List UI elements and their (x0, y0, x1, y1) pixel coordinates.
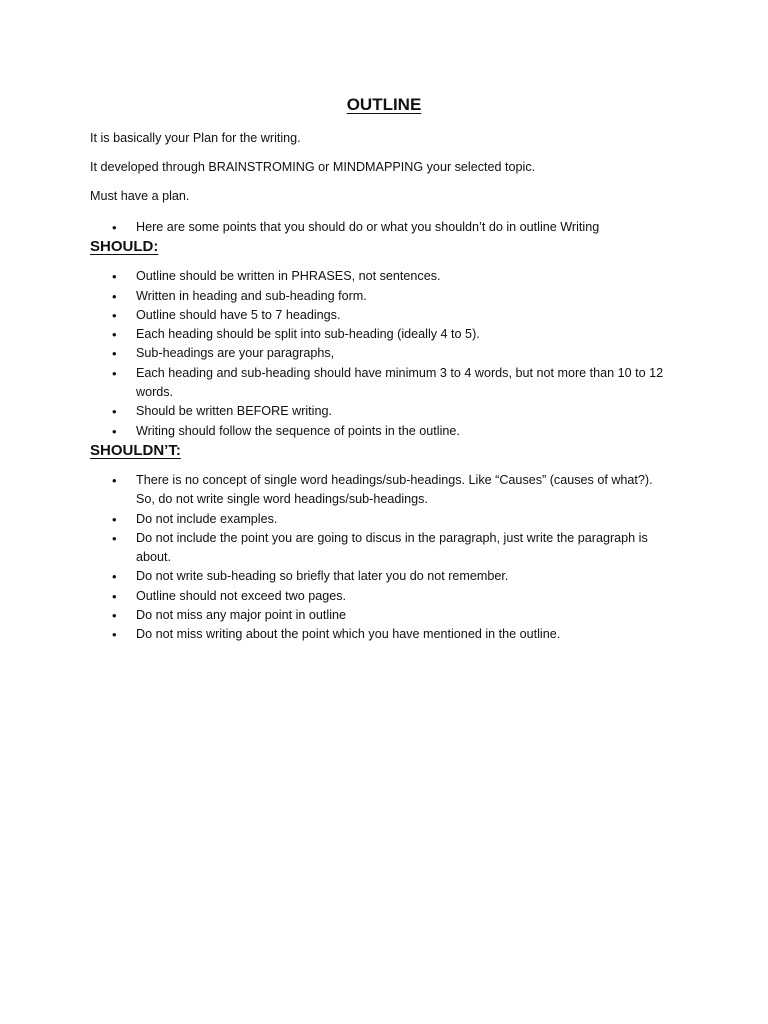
should-heading: SHOULD: (90, 238, 159, 256)
list-item: • Writing should follow the sequence of points in the outline. (136, 422, 672, 441)
list-item: • Each heading should be split into sub-heading (ideally 4 to 5). (136, 325, 672, 344)
list-item: • Do not miss any major point in outline (136, 606, 672, 625)
list-item: • Sub-headings are your paragraphs, (136, 344, 672, 363)
intro-bullet-list (90, 218, 672, 237)
shouldnt-list (90, 471, 672, 645)
should-list (90, 267, 672, 441)
list-item: • Do not include examples. (136, 510, 672, 529)
list-item: • Here are some points that you should do or what you shouldn’t do in outline Writing (136, 218, 672, 237)
list-item: • Outline should have 5 to 7 headings. (136, 306, 672, 325)
list-item: • Do not write sub-heading so briefly that later you do not remember. (136, 567, 672, 586)
list-item: • Do not include the point you are going to discus in the paragraph, just write the paragraph is about. (136, 529, 672, 568)
list-item: • Written in heading and sub-heading form. (136, 287, 672, 306)
list-item: • Each heading and sub-heading should have minimum 3 to 4 words, but not more than 10 to 12 words. (136, 364, 672, 403)
intro-line: Must have a plan. (90, 189, 190, 203)
shouldnt-heading: SHOULDN’T: (90, 441, 181, 459)
list-item: • Do not miss writing about the point which you have mentioned in the outline. (136, 625, 672, 644)
list-item: • Should be written BEFORE writing. (136, 402, 672, 421)
list-item: • Outline should not exceed two pages. (136, 587, 672, 606)
intro-line: It is basically your Plan for the writing. (90, 131, 301, 145)
list-item: • There is no concept of single word headings/sub-headings. Like “Causes” (causes of what?). So, do not write single word headings/sub-headings. (136, 471, 672, 510)
intro-line: It developed through BRAINSTROMING or MINDMAPPING your selected topic. (90, 160, 536, 174)
list-item: • Outline should be written in PHRASES, not sentences. (136, 267, 672, 286)
page-title: OUTLINE (346, 95, 422, 114)
